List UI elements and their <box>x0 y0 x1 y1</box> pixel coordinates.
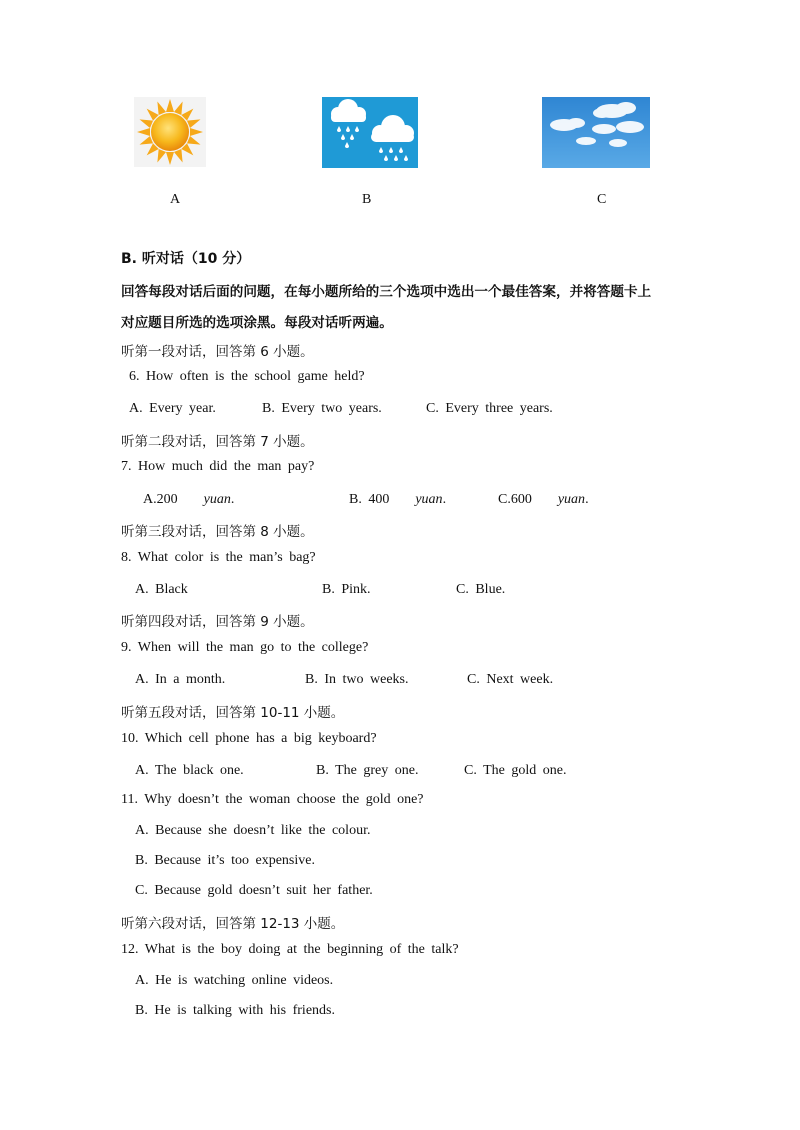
picture-b-label: B <box>362 192 372 207</box>
q8-option-c: C. Blue. <box>456 582 506 597</box>
q7-option-b <box>349 492 446 508</box>
rain-clouds-icon <box>322 97 418 168</box>
q7-option-c <box>498 492 589 508</box>
q6-option-b: B. Every two years. <box>262 401 382 416</box>
instruction-line-2: 对应题目所选的选项涂黑。每段对话听两遍。 <box>121 315 393 331</box>
q9-option-a: A. In a month. <box>135 672 226 687</box>
question-11: 11. Why doesn’t the woman choose the gold one? <box>121 792 424 807</box>
q10-option-b: B. The grey one. <box>316 763 419 778</box>
q9-option-b: B. In two weeks. <box>305 672 409 687</box>
q8-option-b: B. Pink. <box>322 582 371 597</box>
dialogue-4-intro: 听第四段对话，回答第 9 小题。 <box>121 614 314 630</box>
picture-c-label: C <box>597 192 607 207</box>
question-9: 9. When will the man go to the college? <box>121 640 369 655</box>
q12-option-b: B. He is talking with his friends. <box>135 1003 335 1018</box>
q6-option-a: A. Every year. <box>129 401 216 416</box>
q7-option-b-period: . <box>442 492 447 507</box>
q8-option-a: A. Black <box>135 582 188 597</box>
dialogue-5-intro: 听第五段对话，回答第 10-11 小题。 <box>121 705 345 721</box>
section-heading: B. 听对话（10 分） <box>121 251 251 267</box>
picture-c <box>542 97 650 168</box>
q11-option-a: A. Because she doesn’t like the colour. <box>135 823 371 838</box>
q7-option-a-unit: yuan <box>203 492 231 507</box>
q11-option-c: C. Because gold doesn’t suit her father. <box>135 883 373 898</box>
q7-option-a <box>143 492 234 508</box>
question-7: 7. How much did the man pay? <box>121 459 315 474</box>
q7-option-a-amount: A.200 <box>143 492 178 507</box>
dialogue-1-intro: 听第一段对话，回答第 6 小题。 <box>121 344 314 360</box>
question-6: 6. How often is the school game held? <box>129 369 365 384</box>
dialogue-2-intro: 听第二段对话，回答第 7 小题。 <box>121 434 314 450</box>
q6-option-c: C. Every three years. <box>426 401 553 416</box>
picture-a <box>134 97 206 167</box>
q7-option-b-amount: B. 400 <box>349 492 390 507</box>
q7-option-c-amount: C.600 <box>498 492 532 507</box>
question-8: 8. What color is the man’s bag? <box>121 550 316 565</box>
question-12: 12. What is the boy doing at the beginning of the talk? <box>121 942 459 957</box>
question-10: 10. Which cell phone has a big keyboard? <box>121 731 377 746</box>
q10-option-a: A. The black one. <box>135 763 244 778</box>
q7-option-a-period: . <box>230 492 235 507</box>
q9-option-c: C. Next week. <box>467 672 554 687</box>
dialogue-3-intro: 听第三段对话，回答第 8 小题。 <box>121 524 314 540</box>
picture-a-label: A <box>170 192 181 207</box>
q7-option-b-unit: yuan <box>415 492 443 507</box>
q10-option-c: C. The gold one. <box>464 763 567 778</box>
sun-icon <box>134 97 206 167</box>
q7-option-c-period: . <box>585 492 589 507</box>
blue-sky-clouds-icon <box>542 97 650 168</box>
q11-option-b: B. Because it’s too expensive. <box>135 853 315 868</box>
q12-option-a: A. He is watching online videos. <box>135 973 334 988</box>
dialogue-6-intro: 听第六段对话，回答第 12-13 小题。 <box>121 916 345 932</box>
instruction-line-1: 回答每段对话后面的问题，在每小题所给的三个选项中选出一个最佳答案，并将答题卡上 <box>121 284 652 300</box>
picture-b <box>322 97 418 168</box>
q7-option-c-unit: yuan <box>557 492 586 507</box>
